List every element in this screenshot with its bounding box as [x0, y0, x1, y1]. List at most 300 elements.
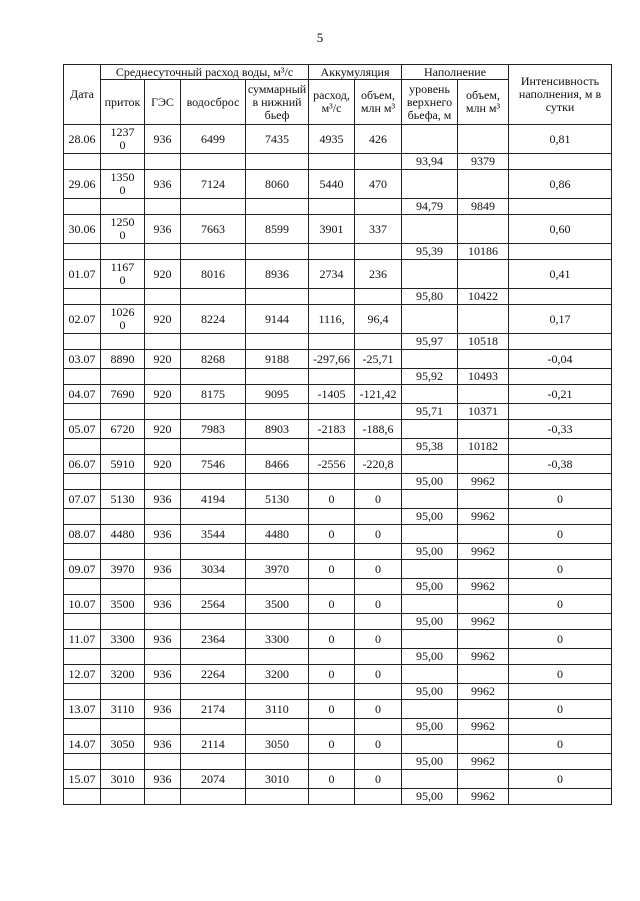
empty-cell: [101, 719, 145, 735]
empty-cell: [355, 684, 402, 700]
upstream-level-cell: 95,00: [402, 544, 458, 560]
spillway-cell: 8175: [181, 385, 246, 404]
hes-cell: 936: [145, 215, 181, 244]
empty-cell: [246, 369, 309, 385]
level-empty-cell: [402, 525, 458, 544]
upstream-level-cell: 95,97: [402, 334, 458, 350]
accum-flow-cell: 0: [309, 770, 355, 789]
hes-cell: 920: [145, 455, 181, 474]
empty-cell: [355, 754, 402, 770]
hes-cell: 936: [145, 490, 181, 509]
empty-cell: [101, 789, 145, 805]
level-empty-cell: [402, 215, 458, 244]
empty-cell: [355, 199, 402, 215]
total-downstream-cell: 9144: [246, 305, 309, 334]
empty-cell: [145, 199, 181, 215]
empty-cell: [181, 684, 246, 700]
level-empty-cell: [402, 490, 458, 509]
table-subrow: [64, 334, 612, 350]
volume-empty-cell: [458, 170, 509, 199]
empty-cell: [309, 614, 355, 630]
table-subrow: [64, 579, 612, 595]
table-row: [64, 125, 612, 154]
inflow-cell: 5910: [101, 455, 145, 474]
empty-cell: [101, 199, 145, 215]
upstream-level-cell: 95,39: [402, 244, 458, 260]
empty-cell: [64, 369, 101, 385]
upstream-level-cell: 95,00: [402, 614, 458, 630]
accum-flow-cell: 0: [309, 700, 355, 719]
inflow-cell: 1167 0: [101, 260, 145, 289]
header-accum-volume: объем, млн м³: [355, 80, 402, 125]
empty-cell: [145, 474, 181, 490]
table-subrow: [64, 244, 612, 260]
spillway-cell: 2564: [181, 595, 246, 614]
volume-empty-cell: [458, 525, 509, 544]
header-upstream-level: уровень верхнего бьефа, м: [402, 80, 458, 125]
empty-cell: [246, 684, 309, 700]
empty-cell: [509, 439, 612, 455]
accum-volume-cell: 0: [355, 770, 402, 789]
table-subrow: [64, 649, 612, 665]
empty-cell: [64, 154, 101, 170]
accum-volume-cell: -188,6: [355, 420, 402, 439]
empty-cell: [181, 369, 246, 385]
empty-cell: [355, 614, 402, 630]
accum-flow-cell: -297,66: [309, 350, 355, 369]
accum-flow-cell: -2556: [309, 455, 355, 474]
table-row: [64, 665, 612, 684]
inflow-cell: 1350 0: [101, 170, 145, 199]
accum-flow-cell: -1405: [309, 385, 355, 404]
volume-empty-cell: [458, 215, 509, 244]
total-downstream-cell: 3970: [246, 560, 309, 579]
hes-cell: 936: [145, 560, 181, 579]
fill-volume-cell: 9849: [458, 199, 509, 215]
level-empty-cell: [402, 455, 458, 474]
hes-cell: 936: [145, 125, 181, 154]
hes-cell: 920: [145, 350, 181, 369]
fill-volume-cell: 9962: [458, 614, 509, 630]
empty-cell: [509, 474, 612, 490]
empty-cell: [64, 754, 101, 770]
empty-cell: [101, 404, 145, 420]
empty-cell: [64, 544, 101, 560]
hes-cell: 936: [145, 770, 181, 789]
volume-empty-cell: [458, 420, 509, 439]
empty-cell: [181, 334, 246, 350]
volume-empty-cell: [458, 260, 509, 289]
spillway-cell: 7663: [181, 215, 246, 244]
spillway-cell: 7124: [181, 170, 246, 199]
table-row: [64, 215, 612, 244]
empty-cell: [64, 579, 101, 595]
table-subrow: [64, 154, 612, 170]
intensity-cell: 0,60: [509, 215, 612, 244]
empty-cell: [509, 684, 612, 700]
empty-cell: [246, 614, 309, 630]
empty-cell: [246, 789, 309, 805]
table-subrow: [64, 684, 612, 700]
inflow-cell: 3110: [101, 700, 145, 719]
empty-cell: [246, 244, 309, 260]
level-empty-cell: [402, 125, 458, 154]
inflow-cell: 8890: [101, 350, 145, 369]
fill-volume-cell: 9962: [458, 579, 509, 595]
empty-cell: [309, 474, 355, 490]
spillway-cell: 3544: [181, 525, 246, 544]
total-downstream-cell: 9188: [246, 350, 309, 369]
date-cell: 06.07: [64, 455, 101, 474]
spillway-cell: 4194: [181, 490, 246, 509]
date-cell: 07.07: [64, 490, 101, 509]
volume-empty-cell: [458, 455, 509, 474]
inflow-cell: 3200: [101, 665, 145, 684]
empty-cell: [64, 404, 101, 420]
volume-empty-cell: [458, 125, 509, 154]
accum-flow-cell: 0: [309, 595, 355, 614]
accum-volume-cell: 337: [355, 215, 402, 244]
empty-cell: [181, 754, 246, 770]
table-subrow: [64, 754, 612, 770]
total-downstream-cell: 8599: [246, 215, 309, 244]
empty-cell: [509, 789, 612, 805]
volume-empty-cell: [458, 385, 509, 404]
date-cell: 13.07: [64, 700, 101, 719]
accum-volume-cell: 0: [355, 490, 402, 509]
header-hes: ГЭС: [145, 80, 181, 125]
empty-cell: [246, 579, 309, 595]
empty-cell: [246, 474, 309, 490]
intensity-cell: -0,33: [509, 420, 612, 439]
empty-cell: [309, 369, 355, 385]
empty-cell: [509, 649, 612, 665]
volume-empty-cell: [458, 770, 509, 789]
date-cell: 29.06: [64, 170, 101, 199]
header-accumulation-group: Аккумуляция: [309, 65, 402, 80]
table-subrow: [64, 509, 612, 525]
empty-cell: [509, 579, 612, 595]
fill-volume-cell: 10371: [458, 404, 509, 420]
empty-cell: [101, 614, 145, 630]
accum-flow-cell: 0: [309, 525, 355, 544]
empty-cell: [145, 244, 181, 260]
total-downstream-cell: 3300: [246, 630, 309, 649]
table-row: [64, 630, 612, 649]
accum-volume-cell: -220,8: [355, 455, 402, 474]
table-row: [64, 385, 612, 404]
table-row: [64, 420, 612, 439]
fill-volume-cell: 9379: [458, 154, 509, 170]
empty-cell: [181, 199, 246, 215]
empty-cell: [64, 334, 101, 350]
empty-cell: [181, 789, 246, 805]
empty-cell: [181, 649, 246, 665]
date-cell: 14.07: [64, 735, 101, 754]
upstream-level-cell: 95,80: [402, 289, 458, 305]
accum-volume-cell: 0: [355, 665, 402, 684]
empty-cell: [145, 404, 181, 420]
empty-cell: [309, 289, 355, 305]
empty-cell: [309, 754, 355, 770]
level-empty-cell: [402, 260, 458, 289]
intensity-cell: 0: [509, 490, 612, 509]
header-total-downstream: суммарный в нижний бьеф: [246, 80, 309, 125]
total-downstream-cell: 4480: [246, 525, 309, 544]
table-subrow: [64, 199, 612, 215]
inflow-cell: 3500: [101, 595, 145, 614]
volume-empty-cell: [458, 560, 509, 579]
empty-cell: [101, 334, 145, 350]
accum-flow-cell: 0: [309, 630, 355, 649]
empty-cell: [181, 509, 246, 525]
empty-cell: [355, 404, 402, 420]
total-downstream-cell: 3050: [246, 735, 309, 754]
volume-empty-cell: [458, 595, 509, 614]
intensity-cell: 0: [509, 700, 612, 719]
level-empty-cell: [402, 560, 458, 579]
hes-cell: 936: [145, 595, 181, 614]
accum-volume-cell: 0: [355, 630, 402, 649]
date-cell: 12.07: [64, 665, 101, 684]
volume-empty-cell: [458, 665, 509, 684]
level-empty-cell: [402, 700, 458, 719]
table-row: [64, 560, 612, 579]
table-row: [64, 260, 612, 289]
empty-cell: [246, 509, 309, 525]
hes-cell: 936: [145, 735, 181, 754]
spillway-cell: 2264: [181, 665, 246, 684]
empty-cell: [355, 719, 402, 735]
empty-cell: [145, 369, 181, 385]
accum-flow-cell: 4935: [309, 125, 355, 154]
upstream-level-cell: 95,71: [402, 404, 458, 420]
empty-cell: [101, 754, 145, 770]
hes-cell: 936: [145, 630, 181, 649]
empty-cell: [181, 719, 246, 735]
intensity-cell: 0,81: [509, 125, 612, 154]
upstream-level-cell: 95,00: [402, 754, 458, 770]
intensity-cell: 0: [509, 525, 612, 544]
empty-cell: [145, 614, 181, 630]
fill-volume-cell: 9962: [458, 789, 509, 805]
accum-volume-cell: 0: [355, 525, 402, 544]
empty-cell: [355, 509, 402, 525]
date-cell: 11.07: [64, 630, 101, 649]
level-empty-cell: [402, 305, 458, 334]
table-subrow: [64, 789, 612, 805]
empty-cell: [509, 509, 612, 525]
upstream-level-cell: 95,00: [402, 684, 458, 700]
empty-cell: [355, 544, 402, 560]
total-downstream-cell: 8060: [246, 170, 309, 199]
empty-cell: [509, 719, 612, 735]
empty-cell: [64, 289, 101, 305]
empty-cell: [64, 719, 101, 735]
total-downstream-cell: 3500: [246, 595, 309, 614]
empty-cell: [246, 719, 309, 735]
hes-cell: 936: [145, 665, 181, 684]
empty-cell: [309, 154, 355, 170]
upstream-level-cell: 95,00: [402, 509, 458, 525]
accum-volume-cell: 0: [355, 560, 402, 579]
total-downstream-cell: 3200: [246, 665, 309, 684]
total-downstream-cell: 3110: [246, 700, 309, 719]
date-cell: 10.07: [64, 595, 101, 614]
empty-cell: [181, 404, 246, 420]
level-empty-cell: [402, 735, 458, 754]
empty-cell: [145, 509, 181, 525]
inflow-cell: 3010: [101, 770, 145, 789]
hes-cell: 936: [145, 525, 181, 544]
empty-cell: [355, 334, 402, 350]
fill-volume-cell: 9962: [458, 544, 509, 560]
table-subrow: [64, 474, 612, 490]
empty-cell: [101, 289, 145, 305]
empty-cell: [309, 649, 355, 665]
empty-cell: [101, 439, 145, 455]
hes-cell: 920: [145, 385, 181, 404]
empty-cell: [355, 789, 402, 805]
fill-volume-cell: 9962: [458, 649, 509, 665]
header-flow-group: Среднесуточный расход воды, м³/с: [101, 65, 309, 80]
volume-empty-cell: [458, 305, 509, 334]
date-cell: 09.07: [64, 560, 101, 579]
empty-cell: [101, 244, 145, 260]
intensity-cell: 0: [509, 630, 612, 649]
volume-empty-cell: [458, 630, 509, 649]
hes-cell: 920: [145, 305, 181, 334]
total-downstream-cell: 5130: [246, 490, 309, 509]
intensity-cell: 0: [509, 560, 612, 579]
table-subrow: [64, 719, 612, 735]
intensity-cell: 0: [509, 735, 612, 754]
empty-cell: [309, 719, 355, 735]
empty-cell: [101, 154, 145, 170]
hes-cell: 936: [145, 700, 181, 719]
spillway-cell: 8016: [181, 260, 246, 289]
empty-cell: [246, 544, 309, 560]
accum-volume-cell: 0: [355, 595, 402, 614]
empty-cell: [509, 334, 612, 350]
table-body: [64, 125, 612, 805]
table-subrow: [64, 404, 612, 420]
table-subrow: [64, 544, 612, 560]
level-empty-cell: [402, 665, 458, 684]
empty-cell: [181, 474, 246, 490]
empty-cell: [145, 789, 181, 805]
empty-cell: [181, 289, 246, 305]
spillway-cell: 8224: [181, 305, 246, 334]
accum-flow-cell: -2183: [309, 420, 355, 439]
accum-flow-cell: 0: [309, 490, 355, 509]
date-cell: 30.06: [64, 215, 101, 244]
empty-cell: [101, 509, 145, 525]
empty-cell: [309, 509, 355, 525]
accum-volume-cell: -121,42: [355, 385, 402, 404]
upstream-level-cell: 95,00: [402, 649, 458, 665]
date-cell: 08.07: [64, 525, 101, 544]
inflow-cell: 3970: [101, 560, 145, 579]
inflow-cell: 7690: [101, 385, 145, 404]
accum-flow-cell: 0: [309, 735, 355, 754]
empty-cell: [145, 154, 181, 170]
empty-cell: [246, 439, 309, 455]
empty-cell: [509, 154, 612, 170]
intensity-cell: -0,04: [509, 350, 612, 369]
empty-cell: [355, 369, 402, 385]
empty-cell: [64, 789, 101, 805]
accum-volume-cell: 96,4: [355, 305, 402, 334]
table-row: [64, 595, 612, 614]
empty-cell: [355, 579, 402, 595]
empty-cell: [509, 244, 612, 260]
empty-cell: [509, 404, 612, 420]
header-fill-volume: объем, млн м³: [458, 80, 509, 125]
spillway-cell: 7546: [181, 455, 246, 474]
empty-cell: [181, 579, 246, 595]
empty-cell: [309, 334, 355, 350]
table-row: [64, 350, 612, 369]
empty-cell: [101, 544, 145, 560]
empty-cell: [246, 649, 309, 665]
empty-cell: [64, 684, 101, 700]
inflow-cell: 1237 0: [101, 125, 145, 154]
table-row: [64, 490, 612, 509]
date-cell: 01.07: [64, 260, 101, 289]
accum-flow-cell: 1116,: [309, 305, 355, 334]
empty-cell: [246, 404, 309, 420]
level-empty-cell: [402, 385, 458, 404]
spillway-cell: 2074: [181, 770, 246, 789]
level-empty-cell: [402, 420, 458, 439]
level-empty-cell: [402, 350, 458, 369]
upstream-level-cell: 95,92: [402, 369, 458, 385]
inflow-cell: 3050: [101, 735, 145, 754]
empty-cell: [509, 614, 612, 630]
empty-cell: [101, 649, 145, 665]
empty-cell: [64, 509, 101, 525]
accum-volume-cell: 0: [355, 700, 402, 719]
spillway-cell: 2114: [181, 735, 246, 754]
empty-cell: [101, 579, 145, 595]
empty-cell: [145, 579, 181, 595]
accum-volume-cell: -25,71: [355, 350, 402, 369]
table-row: [64, 170, 612, 199]
empty-cell: [509, 544, 612, 560]
empty-cell: [101, 474, 145, 490]
header-filling-group: Наполнение: [402, 65, 509, 80]
empty-cell: [64, 439, 101, 455]
spillway-cell: 3034: [181, 560, 246, 579]
spillway-cell: 7983: [181, 420, 246, 439]
spillway-cell: 8268: [181, 350, 246, 369]
accum-volume-cell: 236: [355, 260, 402, 289]
empty-cell: [355, 244, 402, 260]
upstream-level-cell: 94,79: [402, 199, 458, 215]
accum-volume-cell: 0: [355, 735, 402, 754]
empty-cell: [246, 199, 309, 215]
empty-cell: [145, 439, 181, 455]
empty-cell: [64, 614, 101, 630]
inflow-cell: 3300: [101, 630, 145, 649]
inflow-cell: 6720: [101, 420, 145, 439]
total-downstream-cell: 3010: [246, 770, 309, 789]
intensity-cell: 0: [509, 595, 612, 614]
intensity-cell: 0,86: [509, 170, 612, 199]
table-row: [64, 455, 612, 474]
accum-flow-cell: 5440: [309, 170, 355, 199]
